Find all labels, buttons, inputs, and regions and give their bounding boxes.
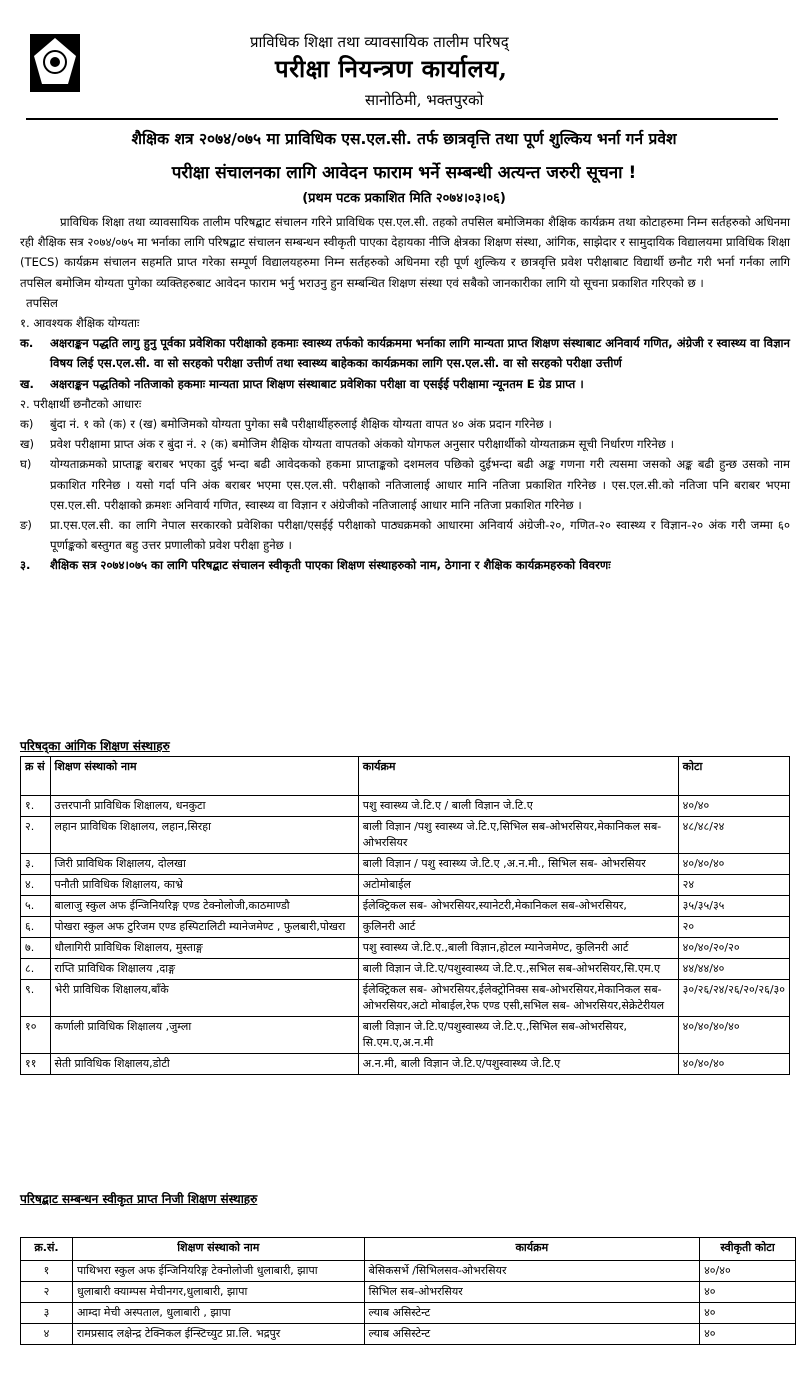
list-item xyxy=(20,515,790,555)
table-cell: ४. xyxy=(21,875,51,896)
table-row xyxy=(21,796,790,817)
item-mark: क) xyxy=(20,417,34,432)
table-cell: ४०/४०/४०/४० xyxy=(678,1017,789,1054)
col-header: क्र सं xyxy=(21,757,51,796)
list-item xyxy=(20,434,790,454)
table-cell: १ xyxy=(21,1261,73,1282)
item-mark: ३. xyxy=(20,558,31,573)
institution-table xyxy=(20,756,790,1075)
table-row xyxy=(21,1261,796,1282)
table-cell: ४०/४०/४० xyxy=(678,1054,789,1075)
table2-title: परिषद्बाट सम्बन्धन स्वीकृत प्राप्त निजी शिक्षण संस्थाहरु xyxy=(20,1192,258,1206)
table-cell: ईलेक्ट्रिकल सब- ओभरसियर,ईलेक्ट्रोनिक्स सब-ओभरसियर,मेकानिकल सब- ओभरसियर,अटो मोबाईल,रेफ एण्ड एसी,सभिल सब- ओभरसियर,सेक्रेटेरीयल xyxy=(358,980,678,1017)
col-header: कोटा xyxy=(678,757,789,796)
table-body xyxy=(21,1261,796,1345)
table-cell: पाथिभरा स्कुल अफ ईन्जिनियरिङ्ग टेक्नोलोजी धुलाबारी, झापा xyxy=(72,1261,364,1282)
table-cell: २. xyxy=(21,817,51,854)
item-mark: ख) xyxy=(20,437,35,452)
table-cell: बालाजु स्कुल अफ ईन्जिनियरिङ्ग एण्ड टेक्नोलोजी,काठमाण्डौ xyxy=(50,896,358,917)
table-cell: ७. xyxy=(21,938,51,959)
table-row xyxy=(21,1282,796,1303)
list-item xyxy=(20,374,790,394)
intro-paragraph: प्राविधिक शिक्षा तथा व्यावसायिक तालीम परिषद्बाट संचालन गरिने प्राविधिक एस.एल.सी. तहको तपसिल बमोजिमका शैक्षिक कार्यक्रम तथा कोटाहरुमा निम्न सर्तहरुको अधिनमा रही शैक्षिक सत्र २०७४/०७५ मा भर्नाका लागि परिषद्बाट संचालन सम्बन्धन स्वीकृती पाएका देहायका नीजि क्षेत्रका शिक्षण संस्था, आंगिक, साझेदार र सामुदायिक विद्यालयमा प्राविधिक शिक्षा (TECS) कार्यक्रम संचालन सहमति प्राप्त गरेका सम्पूर्ण विद्यालयहरुमा निम्न सर्तहरुको अधिनमा रही पूर्ण शुल्किय र छात्रवृत्ति प्रवेश परीक्षाबाट विद्यार्थी छनौट गरी भर्ना गर्नका लागि तपसिल बमोजिम योग्यता पुगेका व्यक्तिहरुबाट आवेदन फाराम भर्नु भराउनु हुन सम्बन्धित शिक्षण संस्था एवं सबैको जानकारीका लागि यो सूचना प्रकाशित गरिएको छ । xyxy=(20,215,790,290)
table-row xyxy=(21,1017,790,1054)
table-row xyxy=(21,917,790,938)
table-cell: ५. xyxy=(21,896,51,917)
notice-title-line1: शैक्षिक शत्र २०७४/०७५ मा प्राविधिक एस.एल.सी. तर्फ छात्रवृत्ति तथा पूर्ण शुल्किय भर्ना गर्न प्रवेश xyxy=(131,130,677,148)
table-cell: ४ xyxy=(21,1324,73,1345)
col-header: स्वीकृती कोटा xyxy=(700,1238,796,1261)
table-cell: बेसिकसर्भे /सिभिलसव-ओभरसियर xyxy=(364,1261,700,1282)
item-text: प्रा.एस.एल.सी. का लागि नेपाल सरकारको प्रवेशिका परीक्षा/एसईई परीक्षाको पाठ्यक्रमको आधारमा अनिवार्य अंग्रेजी-२०, गणित-२० स्वास्थ्य र विज्ञान-२० अंक गरी जम्मा ६० पूर्णाङ्कको बस्तुगत बहु उत्तर प्रणालीको प्रवेश परीक्षा हुनेछ । xyxy=(50,518,790,553)
item-text: अक्षराङ्कन पद्धति लागु हुनु पूर्वका प्रवेशिका परीक्षाको हकमाः स्वास्थ्य तर्फको कार्यक्रममा भर्नाका लागि मान्यता प्राप्त शिक्षण संस्थाबाट अनिवार्य गणित, अंग्रेजी र स्वास्थ्य वा विज्ञान विषय लिई एस.एल.सी. वा सो सरहको परीक्षा उत्तीर्ण तथा स्वास्थ्य बाहेकका कार्यक्रमका लागि एस.एल.सी. वा सो सरहको परीक्षा उत्तीर्ण xyxy=(50,336,790,371)
notice-body xyxy=(20,212,790,576)
table-cell: २ xyxy=(21,1282,73,1303)
table-cell: २० xyxy=(678,917,789,938)
item-mark: घ) xyxy=(20,457,32,472)
table-cell: २४ xyxy=(678,875,789,896)
table-cell: बाली विज्ञान जे.टि.ए/पशुस्वास्थ्य जे.टि.ए.,सिभिल सब-ओभरसियर, सि.एम.ए,अ.न.मी xyxy=(358,1017,678,1054)
table-header-row xyxy=(21,1238,796,1261)
table-cell: कर्णाली प्राविधिक शिक्षालय ,जुम्ला xyxy=(50,1017,358,1054)
table-cell: ल्याब असिस्टेन्ट xyxy=(364,1303,700,1324)
table-cell: १० xyxy=(21,1017,51,1054)
table-row xyxy=(21,1054,790,1075)
item-mark: क. xyxy=(20,336,34,351)
table-cell: ३. xyxy=(21,854,51,875)
item-mark: ङ) xyxy=(20,518,32,533)
item-text: प्रवेश परीक्षामा प्राप्त अंक र बुंदा नं. २ (क) बमोजिम शैक्षिक योग्यता वापतको अंकको योगफल अनुसार परीक्षार्थीको योग्यताक्रम सूची निर्धारण गरिनेछ । xyxy=(50,437,674,452)
table-row xyxy=(21,1324,796,1345)
table-cell: ईलेक्ट्रिकल सब- ओभरसियर,स्यानेटरी,मेकानिकल सब-ओभरसियर, xyxy=(358,896,678,917)
table-cell: राप्ति प्राविधिक शिक्षालय ,दाङ्ग xyxy=(50,959,358,980)
table-cell: ४०/४० xyxy=(700,1261,796,1282)
table-cell: अटोमोबाईल xyxy=(358,875,678,896)
publish-date: (प्रथम पटक प्रकाशित मिति २०७४।०३।०६) xyxy=(302,191,506,206)
table-row xyxy=(21,959,790,980)
divider xyxy=(26,118,778,120)
section1-heading: १. आवश्यक शैक्षिक योग्यताः xyxy=(20,316,140,331)
table-row xyxy=(21,1303,796,1324)
table-row xyxy=(21,938,790,959)
table-cell: ४०/४० xyxy=(678,796,789,817)
col-header: क्र.सं. xyxy=(21,1238,73,1261)
list-item xyxy=(20,555,790,575)
item-text: शैक्षिक सत्र २०७४।०७५ का लागि परिषद्बाट संचालन स्वीकृती पाएका शिक्षण संस्थाहरुको नाम, ठेगाना र शैक्षिक कार्यक्रमहरुको विवरणः xyxy=(50,558,611,573)
table-cell: उत्तरपानी प्राविधिक शिक्षालय, धनकुटा xyxy=(50,796,358,817)
org-name: प्राविधिक शिक्षा तथा व्यावसायिक तालीम परिषद् xyxy=(250,33,509,51)
table-cell: धौलागिरी प्राविधिक शिक्षालय, मुस्ताङ्ग xyxy=(50,938,358,959)
table-cell: ४०/४०/४० xyxy=(678,854,789,875)
item-mark: ख. xyxy=(20,376,34,391)
table-cell: सिभिल सब-ओभरसियर xyxy=(364,1282,700,1303)
notice-title-line2: परीक्षा संचालनका लागि आवेदन फाराम भर्ने सम्बन्धी अत्यन्त जरुरी सूचना ! xyxy=(171,163,637,183)
list-item xyxy=(20,454,790,515)
list-item xyxy=(20,333,790,373)
table-cell: जिरी प्राविधिक शिक्षालय, दोलखा xyxy=(50,854,358,875)
table-cell: सेती प्राविधिक शिक्षालय,डोटी xyxy=(50,1054,358,1075)
table-cell: ८. xyxy=(21,959,51,980)
table1-title: परिषद्का आंगिक शिक्षण संस्थाहरु xyxy=(20,739,170,753)
table-cell: ३०/२६/२४/२६/२०/२६/३० xyxy=(678,980,789,1017)
private-institution-table xyxy=(20,1237,796,1345)
table-cell: धुलाबारी क्याम्पस मेचीनगर,धुलाबारी, झापा xyxy=(72,1282,364,1303)
table-cell: ११ xyxy=(21,1054,51,1075)
item-text: अक्षराङ्कन पद्धतिको नतिजाको हकमाः मान्यता प्राप्त शिक्षण संस्थाबाट प्रवेशिका परीक्षा वा एसईई परीक्षामा न्यूनतम E ग्रेड प्राप्त । xyxy=(50,376,584,391)
table-cell: ४० xyxy=(700,1282,796,1303)
table-cell: अ.न.मी, बाली विज्ञान जे.टि.ए/पशुस्वास्थ्य जे.टि.ए xyxy=(358,1054,678,1075)
table-cell: ४०/४०/२०/२० xyxy=(678,938,789,959)
table-cell: पनौती प्राविधिक शिक्षालय, काभ्रे xyxy=(50,875,358,896)
table-cell: बाली विज्ञान जे.टि.ए/पशुस्वास्थ्य जे.टि.ए.,सभिल सब-ओभरसियर,सि.एम.ए xyxy=(358,959,678,980)
table-row xyxy=(21,875,790,896)
table-cell: ४० xyxy=(700,1324,796,1345)
table-body xyxy=(21,796,790,1075)
table-cell: ४८/४८/२४ xyxy=(678,817,789,854)
table-cell: लहान प्राविधिक शिक्षालय, लहान,सिरहा xyxy=(50,817,358,854)
col-header: कार्यक्रम xyxy=(364,1238,700,1261)
table-cell: पशु स्वास्थ्य जे.टि.ए / बाली विज्ञान जे.टि.ए xyxy=(358,796,678,817)
table-cell: रामप्रसाद लक्षेन्द्र टेक्निकल ईन्स्टिच्युट प्रा.लि. भद्रपुर xyxy=(72,1324,364,1345)
table-cell: ३ xyxy=(21,1303,73,1324)
letterhead xyxy=(20,30,784,120)
table-cell: ४४/४४/४० xyxy=(678,959,789,980)
item-text: बुंदा नं. १ को (क) र (ख) बमोजिमको योग्यता पुगेका सबै परीक्षार्थीहरुलाई शैक्षिक योग्यता वापत ४० अंक प्रदान गरिनेछ । xyxy=(50,417,552,432)
table-row xyxy=(21,817,790,854)
table-cell: ४० xyxy=(700,1303,796,1324)
item-text: योग्यताक्रमको प्राप्ताङ्क बराबर भएका दुई भन्दा बढी आवेदकको हकमा प्राप्ताङ्कको दशमलव पछिको दुईभन्दा बढी अङ्क गणना गरी त्यसमा जसको अङ्क बढी हुन्छ उसको नाम प्रकाशित गरिनेछ । यसो गर्दा पनि अंक बराबर भएमा एस.एल.सी. परीक्षाको नतिजालाई आधार मानि नतिजा प्रकाशित गरिनेछ । एस.एल.सी.को नतिजा पनि बराबर भएमा एस.एल.सी. परीक्षाको क्रमशः अनिवार्य गणित, स्वास्थ्य वा विज्ञान र अंग्रेजीको नतिजालाई आधार मानि नतिजा प्रकाशित गरिनेछ । xyxy=(50,457,790,512)
office-address: सानोठिमी, भक्तपुरको xyxy=(365,91,484,109)
tapasil-label: तपसिल xyxy=(26,295,58,310)
table-cell: बाली विज्ञान / पशु स्वास्थ्य जे.टि.ए ,अ.न.मी., सिभिल सब- ओभरसियर xyxy=(358,854,678,875)
table-cell: पशु स्वास्थ्य जे.टि.ए.,बाली विज्ञान,होटल म्यानेजमेण्ट, कुलिनरी आर्ट xyxy=(358,938,678,959)
table-cell: ९. xyxy=(21,980,51,1017)
list-item xyxy=(20,414,790,434)
col-header: शिक्षण संस्थाको नाम xyxy=(50,757,358,796)
table-cell: कुलिनरी आर्ट xyxy=(358,917,678,938)
col-header: शिक्षण संस्थाको नाम xyxy=(72,1238,364,1261)
table-cell: १. xyxy=(21,796,51,817)
table-row xyxy=(21,896,790,917)
table-cell: ल्याब असिस्टेन्ट xyxy=(364,1324,700,1345)
ctevt-emblem-icon xyxy=(30,34,80,92)
table-cell: ३५/३५/३५ xyxy=(678,896,789,917)
table-header-row xyxy=(21,757,790,796)
office-name: परीक्षा नियन्त्रण कार्यालय, xyxy=(275,54,508,83)
col-header: कार्यक्रम xyxy=(358,757,678,796)
table-cell: भेरी प्राविधिक शिक्षालय,बाँके xyxy=(50,980,358,1017)
table-row xyxy=(21,854,790,875)
table-cell: बाली विज्ञान /पशु स्वास्थ्य जे.टि.ए,सिभिल सब-ओभरसियर,मेकानिकल सब- ओभरसियर xyxy=(358,817,678,854)
table-row xyxy=(21,980,790,1017)
table-cell: पोखरा स्कुल अफ टुरिजम एण्ड हस्पिटालिटी म्यानेजमेण्ट , फुलबारी,पोखरा xyxy=(50,917,358,938)
table-cell: आम्दा मेची अस्पताल, धुलाबारी , झापा xyxy=(72,1303,364,1324)
table-cell: ६. xyxy=(21,917,51,938)
section2-heading: २. परीक्षार्थी छनौटको आधारः xyxy=(20,396,142,411)
